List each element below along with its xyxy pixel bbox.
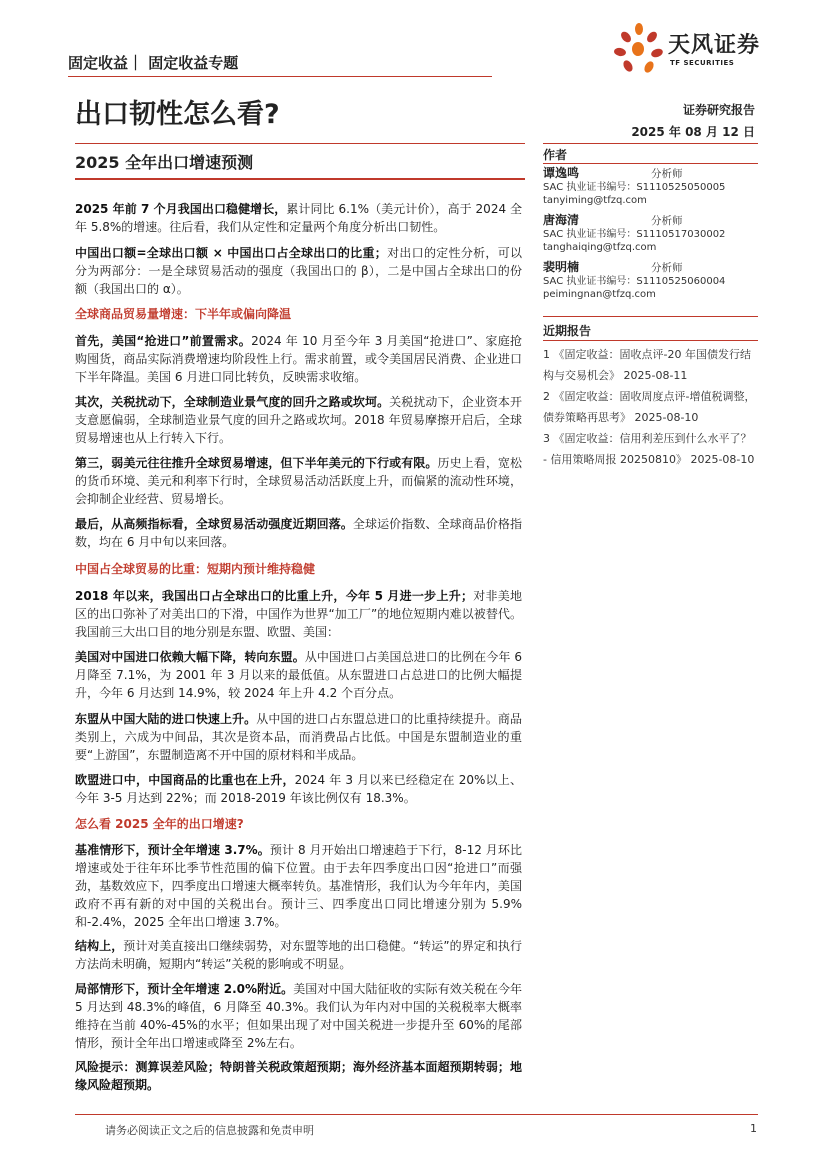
report-date: 2025 年 08 月 12 日	[631, 125, 755, 139]
author-cert: SAC 执业证书编号：S1110525050005	[543, 182, 726, 193]
paragraph	[75, 648, 522, 702]
author-email[interactable]: tanghaiqing@tfzq.com	[543, 242, 657, 253]
logo-text-en: TF SECURITIES	[670, 59, 735, 67]
section-heading: 全球商品贸易量增速：下半年或偏向降温	[75, 307, 292, 321]
paragraph-lead: 基准情形下，预计全年增速 3.7%。	[75, 843, 270, 857]
authors-divider	[543, 163, 758, 164]
author-role: 分析师	[651, 262, 683, 274]
paragraph-text: 2024 年 3 月以来已经稳定在 20%以上、今年 3-5 月达到 22%；而 2018-2019 年该比例仅有 18.3%。	[75, 773, 522, 805]
subtitle-divider	[75, 178, 525, 180]
author-card	[543, 261, 758, 301]
paragraph-text: 预计 8 月开始出口增速趋于下行，8-12 月环比增速或处于往年环比季节性范围的偏下位置。由于去年四季度出口因“抢进口”而强劲，基数效应下，四季度出口增速大概率转负。基准情形，我们认为今年年内，美国政府不再有新的对中国的关税出台。预计三、四季度出口同比增速分别为 5.9%和-2.4%，2025 全年出口增速 3.7%。	[75, 843, 522, 929]
paragraph-lead: 2025 年前 7 个月我国出口稳健增长，	[75, 202, 287, 216]
paragraph-text: 预计对美直接出口继续弱势，对东盟等地的出口稳健。“转运”的界定和执行方法尚未明确，短期内“转运”关税的影响或不明显。	[75, 939, 522, 971]
paragraph-lead: 局部情形下，预计全年增速 2.0%附近。	[75, 982, 294, 996]
author-email[interactable]: tanyiming@tfzq.com	[543, 195, 647, 206]
risk-warning	[75, 1058, 522, 1094]
page-number: 1	[750, 1122, 757, 1135]
paragraph	[75, 332, 522, 386]
author-name: 裴明楠	[543, 260, 580, 274]
author-card	[543, 214, 758, 254]
author-name: 谭逸鸣	[543, 166, 580, 180]
sidebar-top-divider	[543, 143, 758, 144]
recent-report-item[interactable]: 1 《固定收益：固收点评-20 年国债发行结构与交易机会》 2025-08-11	[543, 348, 751, 382]
author-cert: SAC 执业证书编号：S1110525060004	[543, 276, 726, 287]
paragraph-text: 美国对中国大陆征收的实际有效关税在今年 5 月达到 48.3%的峰值，6 月降至 40.3%。我们认为年内对中国的关税税率大概率维持在当前 40%-45%的水平；但如果出现了对中国关税进一步提升至 60%的尾部情形，预计全年出口增速或降至 2%左右。	[75, 982, 522, 1050]
paragraph	[75, 587, 522, 641]
paragraph-text: 历史上看，宽松的货币环境、美元和利率下行时，全球贸易活动活跃度上升，而偏紧的流动性环境，会抑制企业经营、贸易增长。	[75, 456, 522, 506]
logo-text-cn: 天风证券	[668, 33, 761, 58]
paragraph-lead: 结构上，	[75, 939, 124, 953]
section-heading: 中国占全球贸易的比重：短期内预计维持稳健	[75, 562, 316, 576]
paragraph-lead: 2018 年以来，我国出口占全球出口的比重上升，今年 5 月进一步上升；	[75, 589, 473, 603]
header-divider	[68, 76, 492, 77]
paragraph	[75, 244, 522, 298]
paragraph-lead: 首先，美国“抢进口”前置需求。	[75, 334, 252, 348]
paragraph-lead: 第三，弱美元往往推升全球贸易增速，但下半年美元的下行或有限。	[75, 456, 438, 470]
paragraph-text: 累计同比 6.1%（美元计价），高于 2024 全年 5.8%的增速。往后看，我们从定性和定量两个角度分析出口韧性。	[75, 202, 522, 234]
paragraph-lead: 中国出口额=全球出口额 × 中国出口占全球出口的比重；	[75, 246, 387, 260]
subtitle: 2025 全年出口增速预测	[75, 153, 254, 172]
paragraph	[75, 937, 522, 973]
paragraph-lead: 其次，关税扰动下，全球制造业景气度的回升之路或坎坷。	[75, 395, 390, 409]
paragraph-lead: 美国对中国进口依赖大幅下降，转向东盟。	[75, 650, 305, 664]
paragraph	[75, 515, 522, 551]
title-divider	[75, 143, 525, 144]
author-email[interactable]: peimingnan@tfzq.com	[543, 289, 656, 300]
author-name: 唐海清	[543, 213, 580, 227]
paragraph	[75, 841, 522, 931]
report-type: 证券研究报告	[682, 103, 755, 117]
author-role: 分析师	[651, 168, 683, 180]
author-role: 分析师	[651, 215, 683, 227]
paragraph-text: 对非美地区的出口弥补了对美出口的下滑，中国作为世界“加工厂”的地位短期内难以被替代。我国前三大出口目的地分别是东盟、欧盟、美国：	[75, 589, 522, 639]
paragraph	[75, 200, 522, 236]
paragraph-text: 2024 年 10 月至今年 3 月美国“抢进口”、家庭抢购囤货，商品实际消费增速均阶段性上行。需求前置，或令美国居民消费、企业进口下半年降温。美国 6 月进口同比转负，反映需求收缩。	[75, 334, 523, 384]
author-cert: SAC 执业证书编号：S1110517030002	[543, 229, 726, 240]
risk-text: 风险提示：测算误差风险；特朗普关税政策超预期；海外经济基本面超预期转弱；地缘风险超预期。	[75, 1060, 522, 1092]
paragraph	[75, 393, 522, 447]
paragraph-lead: 最后，从高频指标看，全球贸易活动强度近期回落。	[75, 517, 353, 531]
recent-reports-heading: 近期报告	[543, 324, 592, 338]
paragraph-lead: 东盟从中国大陆的进口快速上升。	[75, 712, 257, 726]
paragraph	[75, 771, 522, 807]
paragraph-text: 从中国的进口占东盟总进口的比重持续提升。商品类别上，六成为中间品，其次是资本品，而消费品占比低。中国是东盟制造业的重要“上游国”，东盟制造离不开中国的原材料和半成品。	[75, 712, 522, 762]
author-card	[543, 167, 758, 207]
recent-report-item[interactable]: 2 《固定收益：固收周度点评-增值税调整，债券策略再思考》 2025-08-10	[543, 390, 756, 424]
paragraph-text: 对出口的定性分析，可以分为两部分：一是全球贸易活动的强度（我国出口的 β），二是中国占全球出口的份额（我国出口的 α）。	[75, 246, 522, 296]
paragraph	[75, 980, 522, 1052]
page-title: 出口韧性怎么看?	[75, 99, 280, 130]
logo-mark-icon	[612, 22, 664, 78]
recent-divider	[543, 340, 758, 341]
authors-heading: 作者	[543, 148, 568, 162]
company-logo	[612, 22, 762, 78]
footer-disclaimer[interactable]: 请务必阅读正文之后的信息披露和免责申明	[105, 1124, 314, 1137]
paragraph	[75, 454, 522, 508]
recent-report-item[interactable]: 3 《固定收益：信用利差压到什么水平了？ - 信用策略周报 20250810》 2025-08-10	[543, 432, 755, 466]
recent-top-divider	[543, 316, 758, 317]
paragraph	[75, 710, 522, 764]
paragraph-text: 从中国进口占美国总进口的比例在今年 6 月降至 7.1%，为 2001 年 3 月以来的最低值。从东盟进口占总进口的比例大幅提升，今年 6 月达到 14.9%，较 2024 年上升 4.2 个百分点。	[75, 650, 522, 700]
report-category: 固定收益｜ 固定收益专题	[68, 54, 239, 72]
paragraph-lead: 欧盟进口中，中国商品的比重也在上升，	[75, 773, 295, 787]
paragraph-text: 关税扰动下，企业资本开支意愿偏弱，全球制造业景气度的回升之路或坎坷。2018 年贸易摩擦开启后，全球贸易增速也从上行转入下行。	[75, 395, 522, 445]
footer-divider	[75, 1114, 758, 1115]
paragraph-text: 全球运价指数、全球商品价格指数，均在 6 月中旬以来回落。	[75, 517, 522, 549]
section-heading: 怎么看 2025 全年的出口增速?	[75, 817, 244, 831]
